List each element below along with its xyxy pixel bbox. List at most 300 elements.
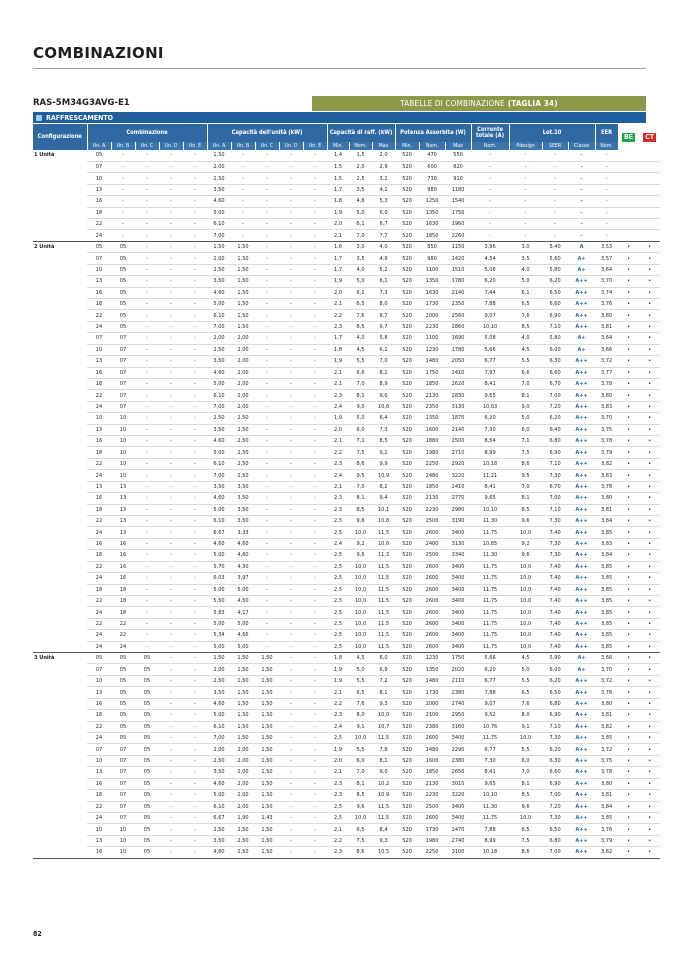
table-row xyxy=(33,744,660,755)
table-cell: 05 xyxy=(135,675,159,686)
table-row xyxy=(33,207,660,218)
configuration-cell xyxy=(33,630,87,641)
table-cell: - xyxy=(231,184,255,195)
table-cell: 10 xyxy=(111,470,135,481)
table-cell: 5,80 xyxy=(542,333,568,344)
table-cell: 2,0 xyxy=(327,424,349,435)
table-cell: 1,5 xyxy=(327,161,349,172)
table-cell: 2350 xyxy=(419,401,445,412)
table-cell: 3400 xyxy=(445,812,471,823)
table-cell: - xyxy=(135,401,159,412)
table-cell: - xyxy=(279,344,303,355)
table-cell: 11,3 xyxy=(372,550,395,561)
table-cell: - xyxy=(509,207,542,218)
table-cell: - xyxy=(255,618,279,629)
table-cell: - xyxy=(255,481,279,492)
table-cell: 10,0 xyxy=(509,607,542,618)
energy-class-cell: A++ xyxy=(568,436,595,447)
mark-cell: • xyxy=(618,344,639,355)
table-cell: - xyxy=(159,835,183,846)
table-cell: - xyxy=(183,561,207,572)
table-cell: 07 xyxy=(87,253,111,264)
table-cell: - xyxy=(183,847,207,858)
table-cell: 520 xyxy=(395,687,419,698)
table-cell: 24 xyxy=(111,641,135,652)
table-cell: 13 xyxy=(87,481,111,492)
table-cell: - xyxy=(279,504,303,515)
table-cell: 10,0 xyxy=(509,527,542,538)
table-cell: - xyxy=(135,447,159,458)
table-cell: 3,96 xyxy=(471,241,509,252)
table-cell: 1,50 xyxy=(231,733,255,744)
table-cell: - xyxy=(509,184,542,195)
table-cell: 6,00 xyxy=(542,664,568,675)
table-cell: 07 xyxy=(111,778,135,789)
table-cell: 6,5 xyxy=(349,687,372,698)
table-cell: 8,1 xyxy=(349,778,372,789)
table-row xyxy=(33,755,660,766)
table-cell: - xyxy=(135,584,159,595)
table-cell: 2,00 xyxy=(207,253,231,264)
table-cell: 2600 xyxy=(419,584,445,595)
configuration-cell xyxy=(33,356,87,367)
table-cell: 6,77 xyxy=(471,356,509,367)
table-cell: 3,82 xyxy=(595,721,618,732)
mark-cell: • xyxy=(618,561,639,572)
table-cell: 2600 xyxy=(419,527,445,538)
table-cell: - xyxy=(111,161,135,172)
configuration-cell xyxy=(33,287,87,298)
table-cell: 6,7 xyxy=(372,219,395,230)
table-cell: - xyxy=(303,618,327,629)
table-cell: 07 xyxy=(111,812,135,823)
table-cell: 05 xyxy=(111,241,135,252)
table-cell: - xyxy=(183,470,207,481)
table-cell: 3,5 xyxy=(509,253,542,264)
table-cell: - xyxy=(135,253,159,264)
configuration-cell: 1 Unità xyxy=(34,152,55,159)
table-cell: 11,5 xyxy=(372,630,395,641)
table-cell: 7,00 xyxy=(542,390,568,401)
table-cell: 3,76 xyxy=(595,298,618,309)
table-cell: 05 xyxy=(111,653,135,664)
table-cell: 5,00 xyxy=(207,504,231,515)
mark-cell: • xyxy=(639,733,660,744)
table-cell: - xyxy=(183,413,207,424)
table-cell: - xyxy=(159,824,183,835)
table-cell: 2,0 xyxy=(327,287,349,298)
table-cell: - xyxy=(159,675,183,686)
table-cell: - xyxy=(279,253,303,264)
table-cell: - xyxy=(135,298,159,309)
table-row xyxy=(33,493,660,504)
table-cell: 6,10 xyxy=(207,801,231,812)
table-cell: 3130 xyxy=(445,538,471,549)
table-cell: 3400 xyxy=(445,618,471,629)
table-cell: - xyxy=(255,573,279,584)
energy-class-cell: A++ xyxy=(568,835,595,846)
table-cell: 1,7 xyxy=(327,253,349,264)
table-cell: - xyxy=(111,196,135,207)
section-marker-icon xyxy=(36,115,42,121)
table-cell: 05 xyxy=(135,698,159,709)
table-cell: 2,00 xyxy=(231,790,255,801)
table-row xyxy=(33,607,660,618)
table-cell: - xyxy=(159,264,183,275)
table-cell: - xyxy=(183,481,207,492)
table-cell: 9,1 xyxy=(509,721,542,732)
table-cell: 24 xyxy=(87,470,111,481)
energy-class-cell: A++ xyxy=(568,618,595,629)
mark-cell: • xyxy=(639,744,660,755)
energy-class-cell: A++ xyxy=(568,607,595,618)
table-cell: 1600 xyxy=(419,424,445,435)
table-cell: - xyxy=(303,550,327,561)
table-cell: 520 xyxy=(395,356,419,367)
table-cell: 11,5 xyxy=(372,733,395,744)
configuration-cell xyxy=(33,687,87,698)
table-cell: 4,1 xyxy=(372,184,395,195)
table-cell: - xyxy=(303,333,327,344)
table-cell: 7,2 xyxy=(372,675,395,686)
table-cell: 470 xyxy=(419,150,445,161)
table-cell: - xyxy=(111,219,135,230)
energy-class-cell: A++ xyxy=(568,298,595,309)
table-cell: 1,50 xyxy=(231,298,255,309)
table-cell: 2110 xyxy=(445,675,471,686)
table-cell: 13 xyxy=(111,493,135,504)
table-cell: 05 xyxy=(111,253,135,264)
table-cell: 520 xyxy=(395,150,419,161)
table-cell: - xyxy=(279,150,303,161)
table-cell: - xyxy=(159,447,183,458)
energy-class-cell: - xyxy=(568,184,595,195)
table-cell: 5,00 xyxy=(231,641,255,652)
table-cell: - xyxy=(183,401,207,412)
table-cell: 8,1 xyxy=(372,755,395,766)
table-cell: - xyxy=(111,230,135,241)
table-cell: 11,5 xyxy=(372,812,395,823)
table-cell: 1,50 xyxy=(255,824,279,835)
table-cell: 2130 xyxy=(419,493,445,504)
table-cell: - xyxy=(471,173,509,184)
table-cell: 8,7 xyxy=(372,310,395,321)
table-cell: - xyxy=(111,207,135,218)
table-cell: - xyxy=(255,310,279,321)
energy-class-cell: A++ xyxy=(568,744,595,755)
table-cell: 8,5 xyxy=(349,790,372,801)
table-cell: 2600 xyxy=(419,595,445,606)
table-cell: 07 xyxy=(111,755,135,766)
energy-class-cell: - xyxy=(568,173,595,184)
table-cell: 3,80 xyxy=(595,493,618,504)
table-cell: 2,00 xyxy=(231,801,255,812)
table-cell: 1,50 xyxy=(207,241,231,252)
mark-cell xyxy=(618,207,639,218)
table-cell: 1,50 xyxy=(231,687,255,698)
table-cell: - xyxy=(303,573,327,584)
table-cell: 9,2 xyxy=(372,447,395,458)
table-cell: 1,50 xyxy=(231,675,255,686)
table-cell: 22 xyxy=(87,310,111,321)
table-cell: - xyxy=(159,607,183,618)
table-cell: 520 xyxy=(395,721,419,732)
table-cell: - xyxy=(159,687,183,698)
table-cell: 8,5 xyxy=(372,436,395,447)
table-cell: 2,5 xyxy=(327,618,349,629)
mark-cell: • xyxy=(618,413,639,424)
configuration-cell xyxy=(33,584,87,595)
table-cell: 8,5 xyxy=(509,504,542,515)
mark-cell: • xyxy=(639,424,660,435)
table-cell: - xyxy=(255,253,279,264)
table-cell: 5,5 xyxy=(349,744,372,755)
mark-cell: • xyxy=(639,664,660,675)
table-cell: 2,00 xyxy=(231,344,255,355)
table-cell: 6,10 xyxy=(207,390,231,401)
table-cell: 520 xyxy=(395,424,419,435)
subheader-cell: Un. D xyxy=(159,142,183,150)
energy-class-cell: A+ xyxy=(568,264,595,275)
mark-cell: • xyxy=(639,321,660,332)
table-cell: 5,0 xyxy=(509,413,542,424)
table-cell: 9,65 xyxy=(471,390,509,401)
table-cell: - xyxy=(159,196,183,207)
table-cell: - xyxy=(303,698,327,709)
table-cell: 8,41 xyxy=(471,481,509,492)
table-cell: 6,67 xyxy=(207,812,231,823)
table-cell: 9,6 xyxy=(349,801,372,812)
table-cell: 3130 xyxy=(445,401,471,412)
table-cell: - xyxy=(159,321,183,332)
table-cell: - xyxy=(183,253,207,264)
table-cell: 10,0 xyxy=(372,710,395,721)
table-cell: 05 xyxy=(135,790,159,801)
table-cell: 7,0 xyxy=(372,356,395,367)
energy-class-cell: A++ xyxy=(568,413,595,424)
table-cell: - xyxy=(303,675,327,686)
table-cell: 2,5 xyxy=(327,550,349,561)
table-cell: 600 xyxy=(419,161,445,172)
table-cell: 2,50 xyxy=(231,824,255,835)
table-cell: - xyxy=(303,641,327,652)
table-cell: 3,82 xyxy=(595,458,618,469)
table-cell: 9,52 xyxy=(471,710,509,721)
table-cell: 11,30 xyxy=(471,801,509,812)
mark-cell: • xyxy=(618,607,639,618)
table-cell: 520 xyxy=(395,196,419,207)
table-cell: 05 xyxy=(135,812,159,823)
table-cell: 5,8 xyxy=(372,333,395,344)
mark-cell: • xyxy=(618,493,639,504)
table-cell: 1,50 xyxy=(231,264,255,275)
table-cell: 1630 xyxy=(419,287,445,298)
table-cell: 3,81 xyxy=(595,710,618,721)
table-cell: 1350 xyxy=(419,276,445,287)
table-cell: - xyxy=(183,550,207,561)
energy-class-cell: A++ xyxy=(568,481,595,492)
table-cell: 1,7 xyxy=(327,333,349,344)
table-cell: 520 xyxy=(395,207,419,218)
table-cell: 6,20 xyxy=(471,664,509,675)
table-cell: 3,78 xyxy=(595,481,618,492)
table-cell: 5,40 xyxy=(542,241,568,252)
table-cell: 7,40 xyxy=(542,561,568,572)
energy-class-cell: A++ xyxy=(568,356,595,367)
table-cell: 11,5 xyxy=(372,801,395,812)
table-cell: - xyxy=(279,207,303,218)
mark-cell: • xyxy=(618,847,639,858)
table-cell: - xyxy=(159,584,183,595)
table-cell: 520 xyxy=(395,333,419,344)
table-cell: 4,60 xyxy=(207,436,231,447)
table-row xyxy=(33,219,660,230)
table-cell: 05 xyxy=(111,710,135,721)
table-cell: 7,30 xyxy=(542,516,568,527)
table-cell: 7,20 xyxy=(542,801,568,812)
table-cell: - xyxy=(159,504,183,515)
table-cell: 520 xyxy=(395,630,419,641)
table-cell: 2,0 xyxy=(327,219,349,230)
table-cell: 3,70 xyxy=(595,276,618,287)
table-cell: 18 xyxy=(111,607,135,618)
table-cell: 11,75 xyxy=(471,630,509,641)
table-cell: - xyxy=(303,264,327,275)
mark-cell: • xyxy=(639,778,660,789)
table-row xyxy=(33,436,660,447)
table-cell: - xyxy=(231,161,255,172)
mark-cell: • xyxy=(618,276,639,287)
table-row xyxy=(33,470,660,481)
configuration-cell xyxy=(33,527,87,538)
table-cell: - xyxy=(471,196,509,207)
table-cell: 10,0 xyxy=(349,641,372,652)
table-cell: 3,84 xyxy=(595,516,618,527)
table-cell: 7,40 xyxy=(542,584,568,595)
table-cell: 05 xyxy=(111,687,135,698)
table-cell: - xyxy=(303,687,327,698)
table-cell: 3010 xyxy=(445,778,471,789)
table-cell: 520 xyxy=(395,812,419,823)
table-cell: 2290 xyxy=(445,744,471,755)
table-cell: - xyxy=(279,424,303,435)
table-cell: 13 xyxy=(87,835,111,846)
combinations-table xyxy=(33,124,661,859)
table-cell: 7,00 xyxy=(542,847,568,858)
mark-cell: • xyxy=(639,687,660,698)
table-cell: 9,07 xyxy=(471,698,509,709)
mark-cell: • xyxy=(639,767,660,778)
table-cell: 2600 xyxy=(419,618,445,629)
table-cell: 1100 xyxy=(419,333,445,344)
mark-cell xyxy=(639,207,660,218)
table-cell: - xyxy=(279,367,303,378)
table-cell: - xyxy=(135,264,159,275)
table-cell: 4,0 xyxy=(349,264,372,275)
mark-cell: • xyxy=(618,550,639,561)
table-cell: 11,21 xyxy=(471,470,509,481)
table-cell: 1150 xyxy=(445,241,471,252)
table-cell: 11,5 xyxy=(372,618,395,629)
table-cell: 520 xyxy=(395,298,419,309)
table-cell: - xyxy=(159,618,183,629)
configuration-cell xyxy=(33,847,87,858)
table-cell: - xyxy=(303,390,327,401)
table-cell: 1780 xyxy=(445,344,471,355)
table-cell: 3,50 xyxy=(207,424,231,435)
table-cell: - xyxy=(279,721,303,732)
table-cell: - xyxy=(279,675,303,686)
table-cell: 1350 xyxy=(419,664,445,675)
table-cell: 05 xyxy=(111,276,135,287)
table-cell: 05 xyxy=(111,264,135,275)
mark-cell: • xyxy=(639,436,660,447)
table-cell: 1,9 xyxy=(327,356,349,367)
table-cell: - xyxy=(542,196,568,207)
table-cell: 05 xyxy=(135,710,159,721)
table-cell: 3,77 xyxy=(595,367,618,378)
table-cell: 2260 xyxy=(445,230,471,241)
table-cell: - xyxy=(303,538,327,549)
table-row xyxy=(33,584,660,595)
table-cell: 7,30 xyxy=(471,755,509,766)
table-cell: - xyxy=(303,436,327,447)
energy-class-cell: A++ xyxy=(568,675,595,686)
table-cell: - xyxy=(159,664,183,675)
table-cell: - xyxy=(135,550,159,561)
table-cell: - xyxy=(303,196,327,207)
table-cell: 520 xyxy=(395,744,419,755)
table-cell: - xyxy=(183,378,207,389)
table-row xyxy=(33,847,660,858)
table-cell: 7,30 xyxy=(542,812,568,823)
table-cell: 3,50 xyxy=(207,276,231,287)
table-cell: 8,5 xyxy=(349,321,372,332)
table-cell: 2,1 xyxy=(327,687,349,698)
configuration-cell xyxy=(33,790,87,801)
energy-class-cell: A++ xyxy=(568,847,595,858)
table-row xyxy=(33,378,660,389)
table-cell: - xyxy=(303,161,327,172)
table-cell: 3,79 xyxy=(595,835,618,846)
table-cell: 3,80 xyxy=(595,310,618,321)
table-cell: 4,60 xyxy=(207,196,231,207)
table-cell: - xyxy=(303,253,327,264)
table-cell: - xyxy=(159,527,183,538)
table-cell: 18 xyxy=(87,504,111,515)
table-cell: 10,18 xyxy=(471,847,509,858)
table-cell: 2,3 xyxy=(327,458,349,469)
table-cell: 2,00 xyxy=(207,333,231,344)
table-cell: - xyxy=(183,595,207,606)
table-cell: 2,00 xyxy=(231,778,255,789)
mark-cell xyxy=(639,161,660,172)
table-cell: 9,65 xyxy=(471,778,509,789)
table-row xyxy=(33,173,660,184)
table-cell: 520 xyxy=(395,595,419,606)
table-cell: 520 xyxy=(395,618,419,629)
table-cell: 7,40 xyxy=(542,641,568,652)
table-cell: 07 xyxy=(111,378,135,389)
table-cell: 5,80 xyxy=(542,264,568,275)
table-cell: - xyxy=(159,550,183,561)
table-cell: 1350 xyxy=(419,413,445,424)
table-cell: - xyxy=(279,458,303,469)
table-cell: 1690 xyxy=(445,333,471,344)
header-combinazione: Combinazione xyxy=(87,124,207,142)
table-cell: 1750 xyxy=(445,653,471,664)
table-cell: - xyxy=(255,344,279,355)
